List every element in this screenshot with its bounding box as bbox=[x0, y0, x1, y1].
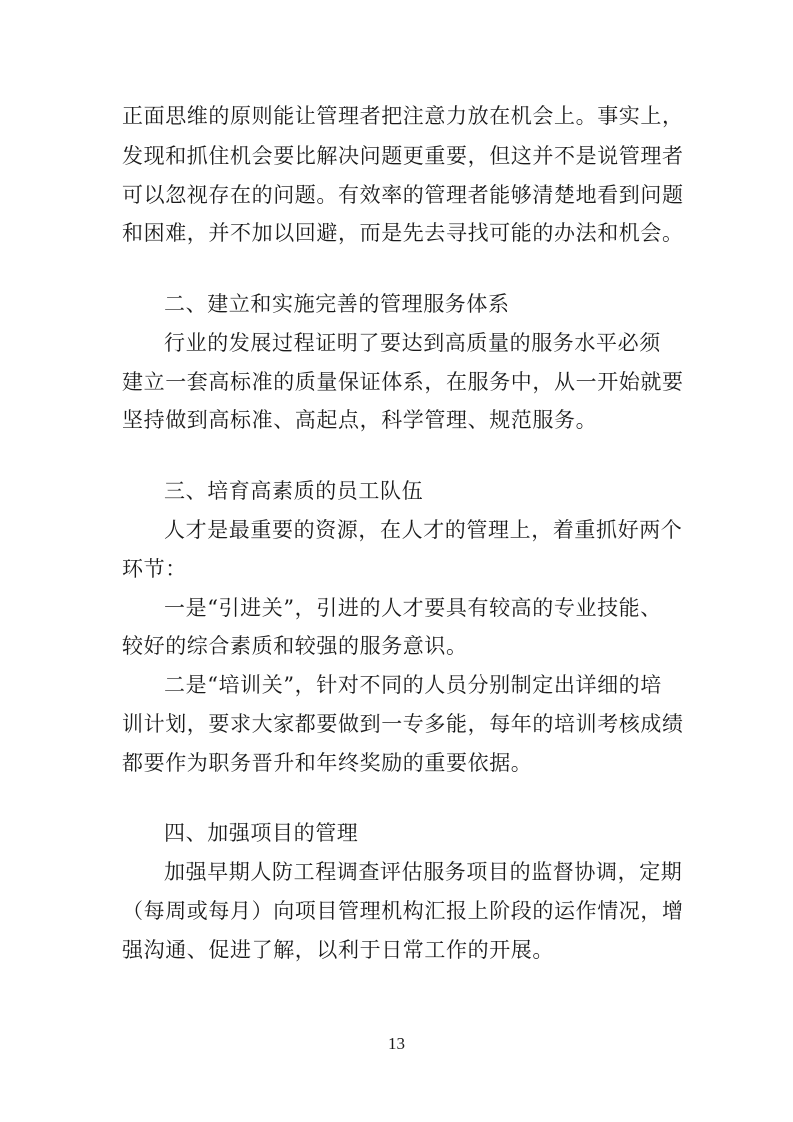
body-text-line: 可以忽视存在的问题。有效率的管理者能够清楚地看到问题 bbox=[122, 183, 684, 207]
page-number: 13 bbox=[388, 1034, 405, 1053]
body-text-line: 正面思维的原则能让管理者把注意力放在机会上。事实上， bbox=[122, 104, 684, 128]
body-text-line: 二是“培训关”，针对不同的人员分别制定出详细的培 bbox=[164, 673, 662, 697]
body-text-line: 都要作为职务晋升和年终奖励的重要依据。 bbox=[122, 751, 533, 775]
body-text-line: 环节： bbox=[122, 557, 187, 581]
body-text-line: 一是“引进关”，引进的人才要具有较高的专业技能、 bbox=[164, 596, 662, 620]
body-text-line: 发现和抓住机会要比解决问题更重要，但这并不是说管理者 bbox=[122, 144, 684, 168]
body-text-line: 建立一套高标准的质量保证体系，在服务中，从一开始就要 bbox=[122, 370, 684, 394]
body-text-line: 和困难，并不加以回避，而是先去寻找可能的办法和机会。 bbox=[122, 221, 684, 245]
body-text-line: 行业的发展过程证明了要达到高质量的服务水平必须 bbox=[164, 331, 661, 355]
body-text-line: 训计划，要求大家都要做到一专多能，每年的培训考核成绩 bbox=[122, 712, 684, 736]
body-text-line: （每周或每月）向项目管理机构汇报上阶段的运作情况，增 bbox=[122, 899, 684, 923]
body-text-line: 坚持做到高标准、高起点，科学管理、规范服务。 bbox=[122, 408, 598, 432]
section-heading: 三、培育高素质的员工队伍 bbox=[164, 479, 424, 503]
body-text-line: 强沟通、促进了解，以利于日常工作的开展。 bbox=[122, 938, 554, 962]
body-text-line: 较好的综合素质和较强的服务意识。 bbox=[122, 634, 468, 658]
body-text-line: 加强早期人防工程调查评估服务项目的监督协调，定期 bbox=[164, 860, 683, 884]
body-text-line: 人才是最重要的资源，在人才的管理上，着重抓好两个 bbox=[164, 518, 683, 542]
section-heading: 四、加强项目的管理 bbox=[164, 821, 359, 845]
section-heading: 二、建立和实施完善的管理服务体系 bbox=[164, 292, 510, 316]
